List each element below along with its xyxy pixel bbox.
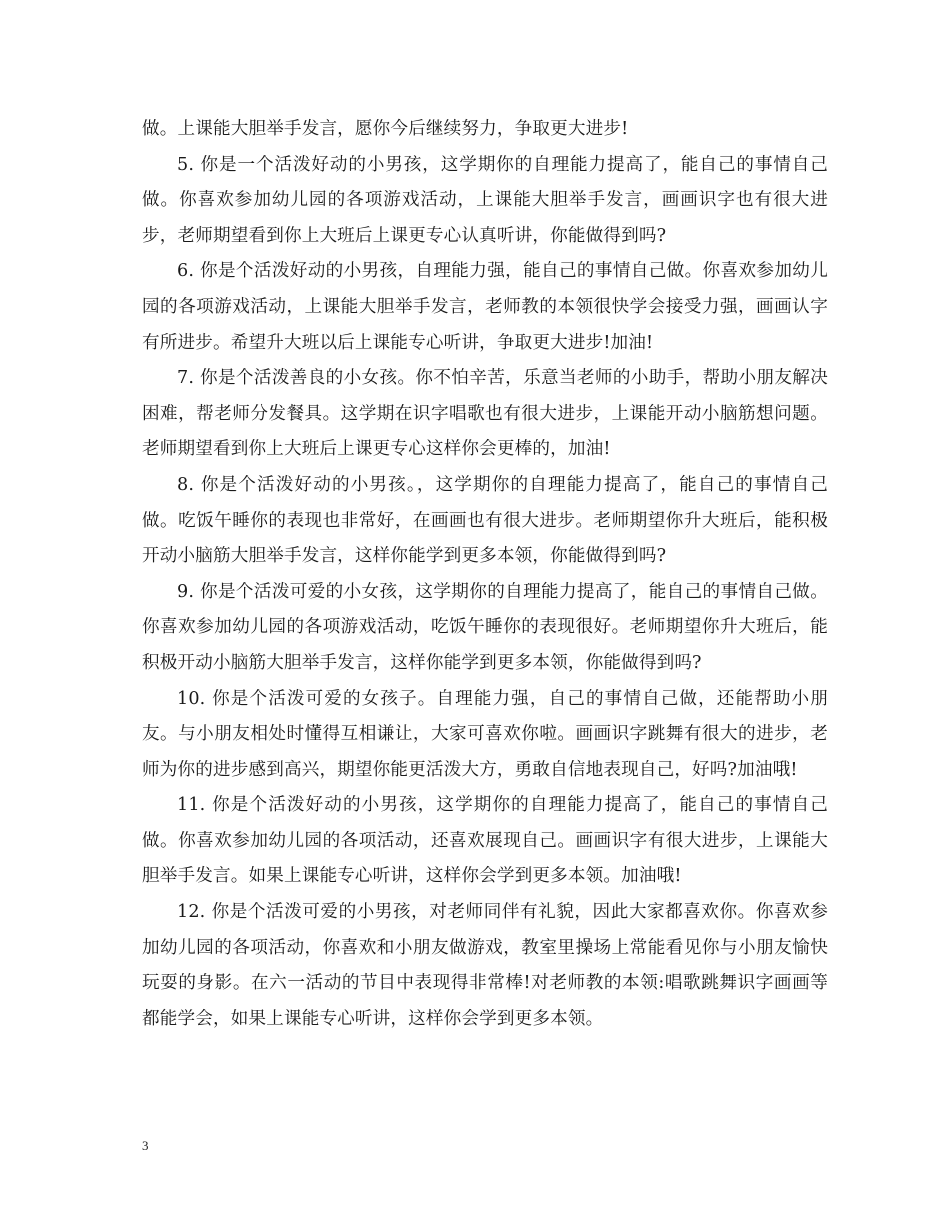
paragraph-item-6: 6. 你是个活泼好动的小男孩，自理能力强，能自己的事情自己做。你喜欢参加幼儿园的各项游戏活动，上课能大胆举手发言，老师教的本领很快学会接受力强，画画认字有所进步。希望升大班以后上课能专心听讲，争取更大进步!加油! bbox=[142, 261, 828, 353]
document-body bbox=[142, 112, 828, 1037]
paragraph-item-8: 8. 你是个活泼好动的小男孩。，这学期你的自理能力提高了，能自己的事情自己做。吃饭午睡你的表现也非常好，在画画也有很大进步。老师期望你升大班后，能积极开动小脑筋大胆举手发言，这样你能学到更多本领，你能做得到吗? bbox=[142, 474, 828, 567]
paragraph-continuation: 做。上课能大胆举手发言，愿你今后继续努力，争取更大进步! bbox=[142, 119, 629, 139]
page-number: 3 bbox=[142, 1138, 149, 1153]
paragraph-item-10: 10. 你是个活泼可爱的女孩子。自理能力强，自己的事情自己做，还能帮助小朋友。与小朋友相处时懂得互相谦让，大家可喜欢你啦。画画识字跳舞有很大的进步，老师为你的进步感到高兴，期望你能更活泼大方，勇敢自信地表现自己，好吗?加油哦! bbox=[142, 688, 828, 780]
paragraph-item-9: 9. 你是个活泼可爱的小女孩，这学期你的自理能力提高了，能自己的事情自己做。你喜欢参加幼儿园的各项游戏活动，吃饭午睡你的表现很好。老师期望你升大班后，能积极开动小脑筋大胆举手发言，这样你能学到更多本领，你能做得到吗? bbox=[142, 581, 828, 673]
paragraph-item-5: 5. 你是一个活泼好动的小男孩，这学期你的自理能力提高了，能自己的事情自己做。你喜欢参加幼儿园的各项游戏活动，上课能大胆举手发言，画画识字也有很大进步，老师期望看到你上大班后上课更专心认真听讲，你能做得到吗? bbox=[142, 154, 828, 246]
paragraph-item-12: 12. 你是个活泼可爱的小男孩，对老师同伴有礼貌，因此大家都喜欢你。你喜欢参加幼儿园的各项活动，你喜欢和小朋友做游戏，教室里操场上常能看见你与小朋友愉快玩耍的身影。在六一活动的节目中表现得非常棒!对老师教的本领:唱歌跳舞识字画画等都能学会，如果上课能专心听讲，这样你会学到更多本领。 bbox=[142, 902, 828, 1029]
paragraph-item-11: 11. 你是个活泼好动的小男孩，这学期你的自理能力提高了，能自己的事情自己做。你喜欢参加幼儿园的各项活动，还喜欢展现自己。画画识字有很大进步，上课能大胆举手发言。如果上课能专心听讲，这样你会学到更多本领。加油哦! bbox=[142, 795, 828, 887]
paragraph-item-7: 7. 你是个活泼善良的小女孩。你不怕辛苦，乐意当老师的小助手，帮助小朋友解决困难，帮老师分发餐具。这学期在识字唱歌也有很大进步，上课能开动小脑筋想问题。老师期望看到你上大班后上课更专心这样你会更棒的，加油! bbox=[142, 368, 828, 460]
